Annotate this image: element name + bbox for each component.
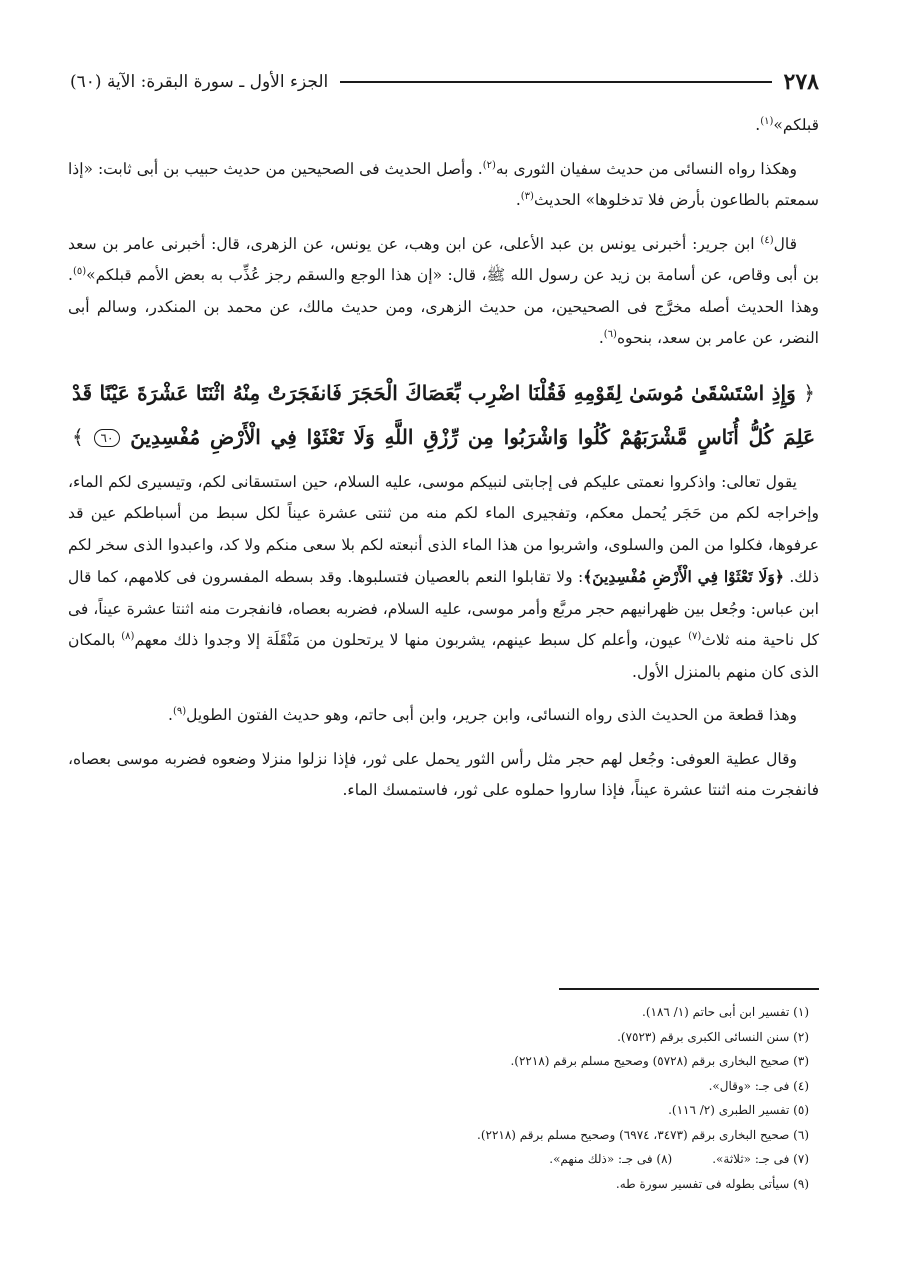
footnote-3: (٣) صحيح البخارى برقم (٥٧٢٨) وصحيح مسلم برقم (٢٢١٨). [510, 1054, 809, 1068]
footnote-ref: (٥) [72, 265, 87, 277]
tafsir-paragraph-main [68, 467, 819, 689]
page-header [70, 62, 819, 102]
footnote-2: (٢) سنن النسائى الكبرى برقم (٧٥٢٣). [617, 1029, 809, 1044]
paragraph-text: . [515, 191, 521, 209]
quoted-verse: ﴿وَلَا تَعْثَوْا فِي الْأَرْضِ مُفْسِدِينَ﴾ [583, 567, 784, 586]
footnotes [80, 1000, 809, 1196]
paragraph-text: يقول تعالى: واذكروا نعمتى عليكم فى إجابتى لنبيكم موسى، عليه السلام، حين استسقانى لكم، وتيسيرى لكم الماء، وإخراجه لكم من حَجَر يُحمل معكم، وتفجيرى الماء لكم منه من ثنتى عشرة عيناً لكل سبط من أسباطكم عين قد عرفوها، فكلوا من المن والسلوى، واشربوا من هذا الماء الذى أنبعته لكم بلا سعى منكم ولا كد، واعبدوا الذى سخر لكم ذلك. [68, 472, 819, 586]
page-body [68, 110, 819, 819]
footnote-ref: (٢) [482, 159, 496, 171]
footnote-ref: (١) [760, 115, 774, 127]
footnote-ref: (٩) [172, 705, 187, 717]
paragraph-nasai [68, 154, 819, 217]
paragraph-text: . [168, 706, 173, 724]
footnote-9: (٩) سيأتى بطوله فى تفسير سورة طه. [615, 1176, 809, 1191]
footnote-ref: (٦) [603, 328, 617, 340]
tafsir-paragraph-futun [68, 700, 819, 732]
paragraph-text: . وأصل الحديث فى الصحيحين من حديث حبيب بن أبى ثابت: «إذا سمعتم بالطاعون بأرض فلا تدخلوها» الحديث [68, 159, 819, 209]
footnote-row-7-8 [80, 1147, 809, 1172]
footnote-8: (٨) فى جـ: «ذلك منهم». [549, 1152, 673, 1166]
footnote-6: (٦) صحيح البخارى برقم (٣٤٧٣، ٦٩٧٤) وصحيح مسلم برقم (٢٢١٨). [477, 1127, 809, 1142]
verse-text: وَإِذِ اسْتَسْقَىٰ مُوسَىٰ لِقَوْمِهِ فَقُلْنَا اضْرِب بِّعَصَاكَ الْحَجَرَ فَانفَجَرَتْ مِنْهُ اثْنَتَا عَشْرَةَ عَيْنًا قَدْ عَلِمَ كُلُّ أُنَاسٍ مَّشْرَبَهُمْ كُلُوا وَاشْرَبُوا مِن رِّزْقِ اللَّهِ وَلَا تَعْثَوْا فِي الْأَرْضِ مُفْسِدِينَ [72, 380, 815, 449]
verse-close-bracket: ﴾ [72, 424, 84, 449]
footnote-4: (٤) فى جـ: «وقال». [708, 1078, 809, 1093]
paragraph-continuation [68, 110, 819, 142]
paragraph-text: . [598, 329, 604, 347]
ayah-number-marker: ٦٠ [94, 429, 121, 447]
paragraph-text: : ولا تقابلوا النعم بالعصيان فتسلبوها. وقد بسطه المفسرون فى كلامهم، كما قال ابن عباس: وجُعل بين ظهرانيهم حجر مربَّع وأمر موسى، عليه السلام، فضربه بعصاه، فانفجرت منه اثنتا عشرة عيناً، فى كل ناحية منه ثلاث [68, 568, 820, 649]
paragraph-text: ابن جرير: أخبرنى يونس بن عبد الأعلى، عن ابن وهب، عن يونس، عن الزهرى، قال: أخبرنى عامر بن سعد بن أبى وقاص، عن أسامة بن زيد عن رسول الله ﷺ، قال: «إن هذا الوجع والسقم رجز عُذِّب به بعض الأمم قبلكم» [68, 234, 819, 284]
tafsir-paragraph-awfi [68, 744, 819, 807]
verse-open-bracket: ﴿ [803, 380, 815, 405]
running-title: الجزء الأول ـ سورة البقرة: الآية (٦٠) [70, 72, 329, 92]
header-rule [340, 81, 771, 83]
footnote-7: (٧) فى جـ: «ثلاثة». [712, 1152, 809, 1166]
footnote-ref: (٣) [520, 190, 534, 202]
paragraph-text: قبلكم» [773, 116, 819, 134]
footnote-5: (٥) تفسير الطبرى (٢/ ١١٦). [668, 1103, 809, 1117]
footnote-ref: (٨) [121, 630, 135, 642]
quran-verse [68, 371, 819, 459]
footnote-1: (١) تفسير ابن أبى حاتم (١/ ١٨٦). [642, 1005, 809, 1019]
paragraph-text: وهذا قطعة من الحديث الذى رواه النسائى، وابن جرير، وابن أبى حاتم، وهو حديث الفتون الطويل [186, 706, 797, 724]
footnote-ref: (٤) [760, 234, 774, 246]
paragraph-text: بالمكان الذى كان منهم بالمنزل الأول. [68, 631, 819, 681]
paragraph-text: . [755, 116, 761, 134]
paragraph-text: وهكذا رواه النسائى من حديث سفيان الثورى به [495, 159, 797, 178]
footnote-ref: (٧) [688, 630, 702, 642]
footnote-separator [559, 988, 819, 990]
paragraph-text: عيون، وأعلم كل سبط عينهم، يشربون منها لا يرتحلون من مَنْقَلَة إلا وجدوا ذلك معهم [134, 631, 689, 649]
paragraph-text: . وهذا الحديث أصله مخرَّج فى الصحيحين، من حديث الزهرى، ومن حديث مالك، عن محمد بن المنكدر، وسالم أبى النضر، عن عامر بن سعد، بنحوه [68, 266, 819, 347]
page-number: ٢٧٨ [783, 69, 819, 95]
paragraph-ibn-jarir [68, 229, 819, 355]
paragraph-text: وقال عطية العوفى: وجُعل لهم حجر مثل رأس الثور يحمل على ثور، فإذا نزلوا منزلا وضعوه فضربه موسى بعصاه، فانفجرت منه اثنتا عشرة عيناً، فإذا ساروا حملوه على ثور، فاستمسك الماء. [68, 749, 819, 799]
paragraph-text: قال [773, 234, 797, 253]
